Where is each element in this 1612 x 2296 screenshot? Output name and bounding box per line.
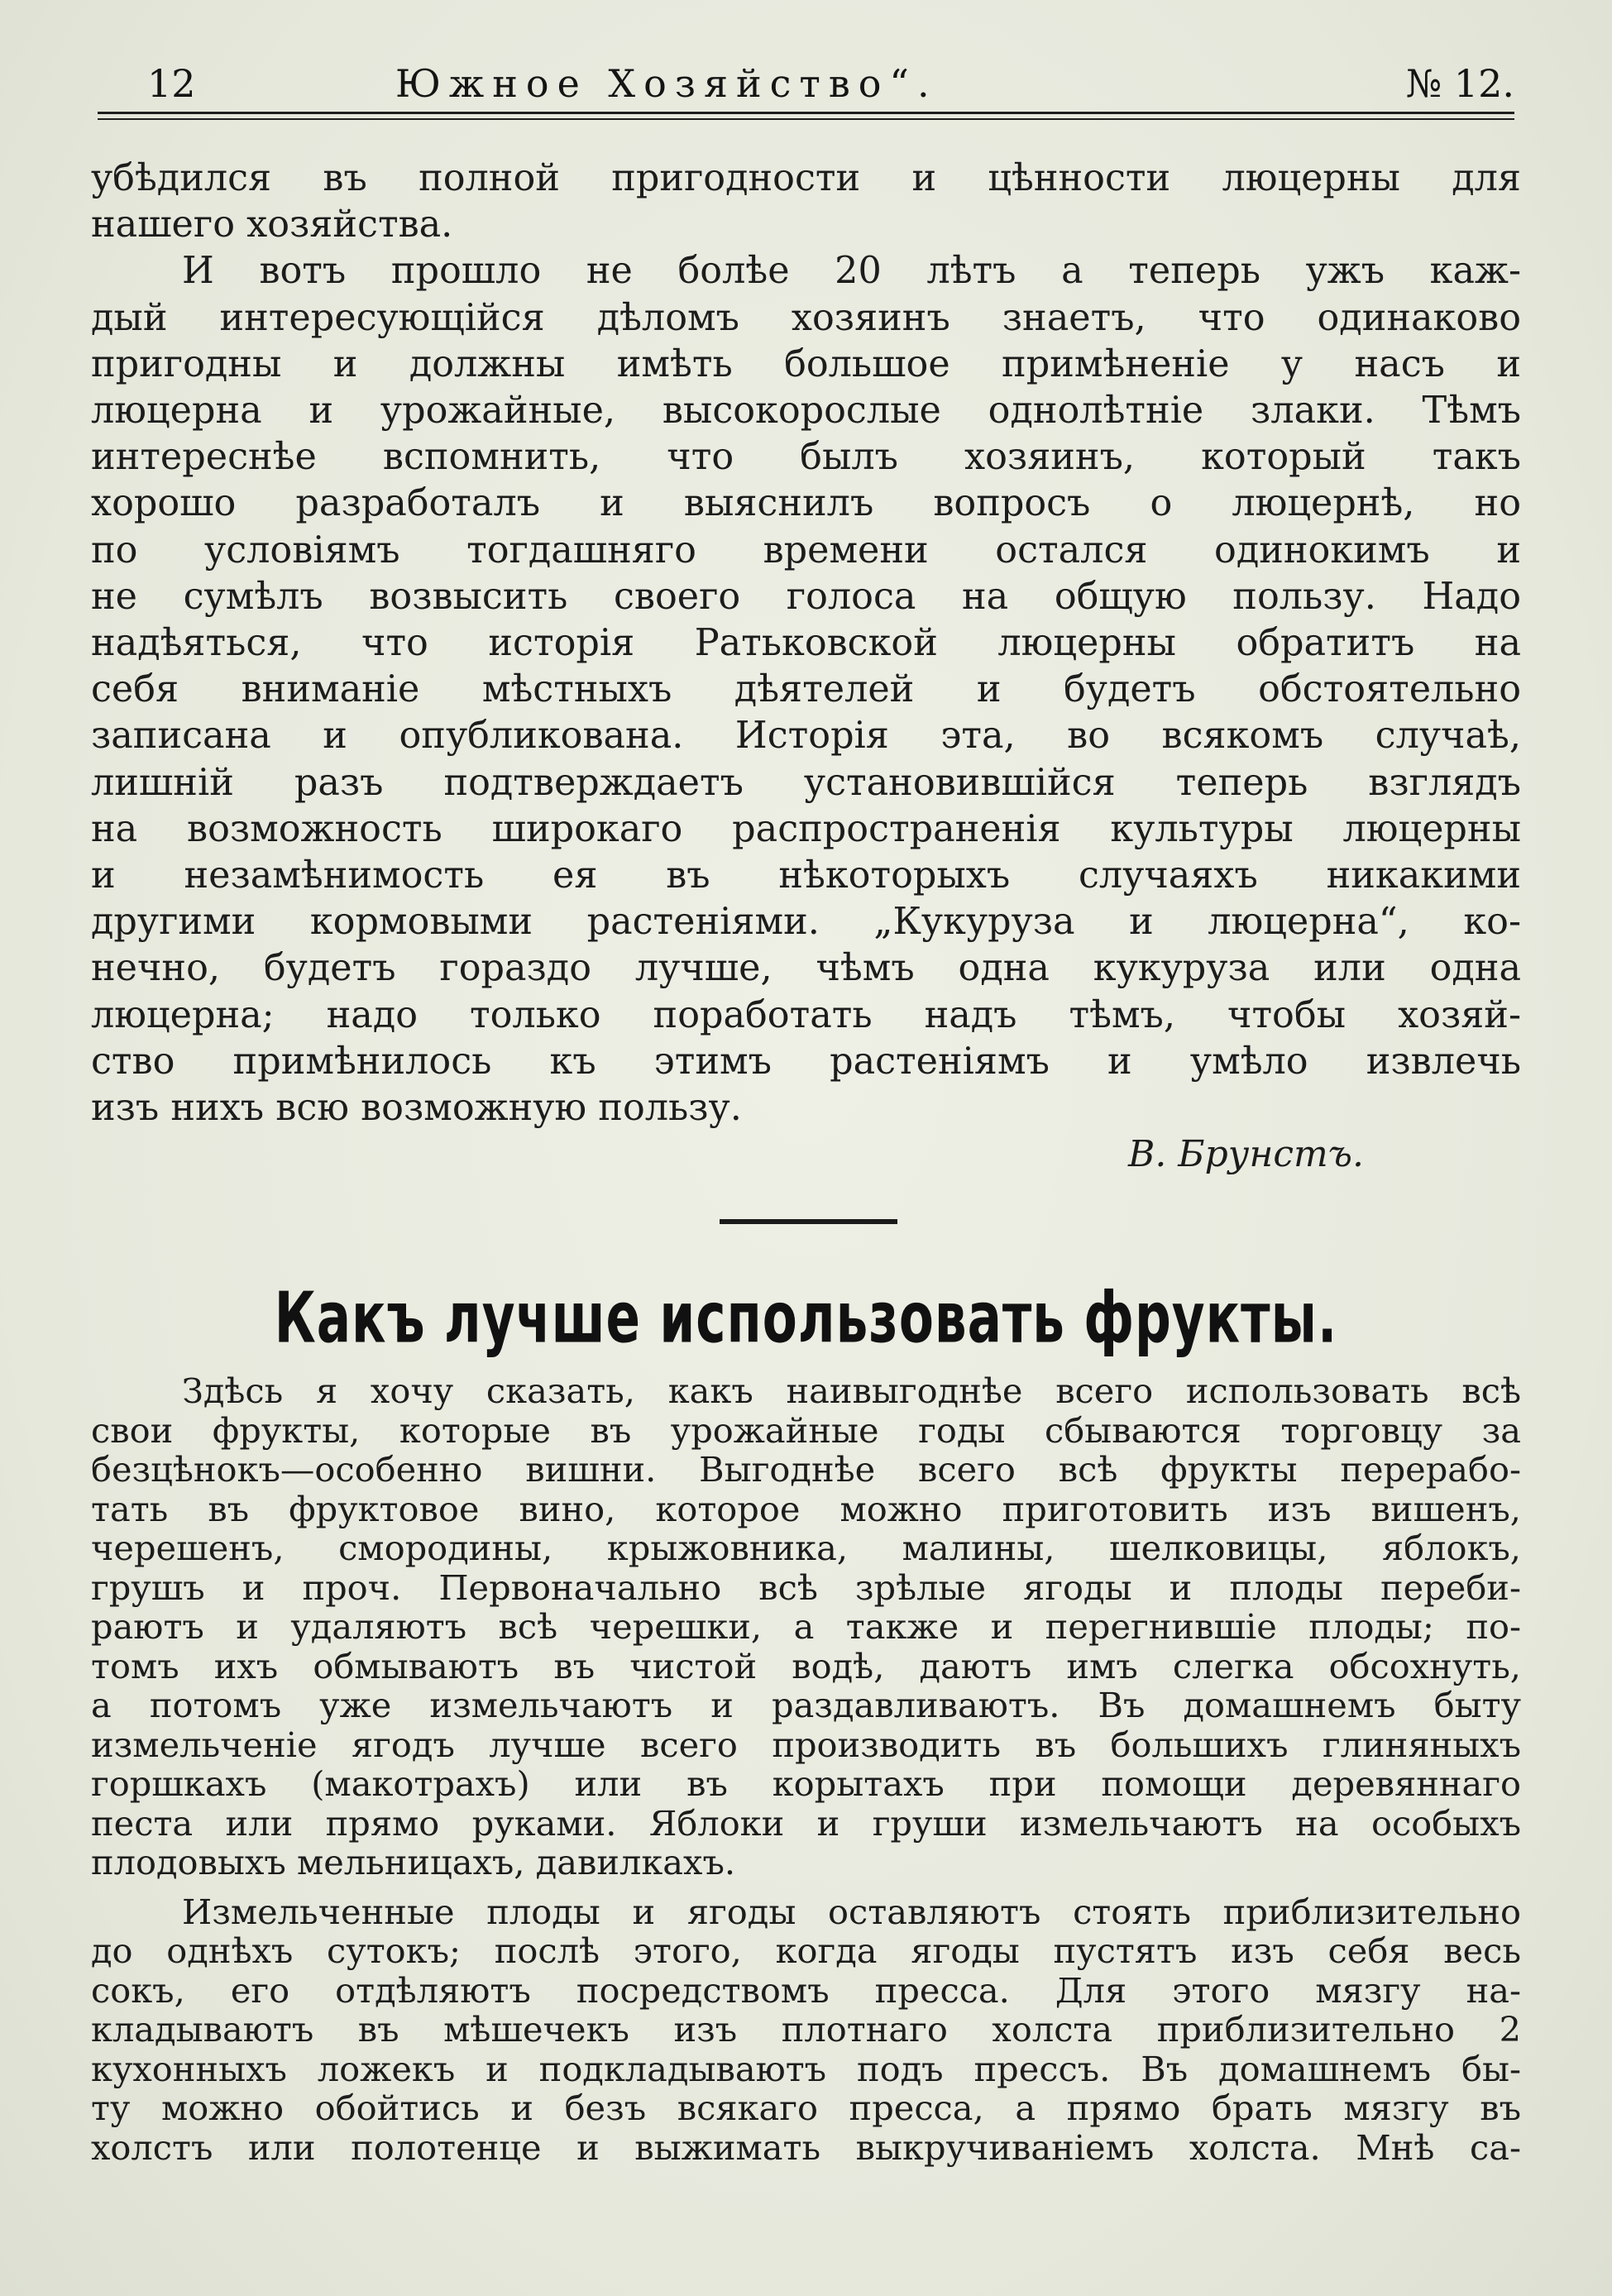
issue-number: № 12. (1405, 61, 1514, 106)
section-divider (720, 1219, 897, 1224)
text-line: кухонныхъ ложекъ и подкладываютъ подъ прессъ. Въ домашнемъ бы- (91, 2048, 1521, 2089)
text-line: грушъ и проч. Первоначально всѣ зрѣлые ягоды и плоды переби- (91, 1567, 1521, 1608)
text-line: измельченіе ягодъ лучше всего производить въ большихъ глиняныхъ (91, 1724, 1521, 1765)
text-line: записана и опубликована. Исторія эта, во всякомъ случаѣ, (91, 715, 1521, 758)
text-line: интереснѣе вспомнить, что былъ хозяинъ, который такъ (91, 436, 1521, 479)
text-line: холстъ или полотенце и выжимать выкручиваніемъ холста. Мнѣ са- (91, 2126, 1521, 2168)
author-signature: В. Брунстъ. (1128, 1133, 1364, 1175)
text-line: себя вниманіе мѣстныхъ дѣятелей и будетъ обстоятельно (91, 668, 1521, 711)
text-line: плодовыхъ мельницахъ, давилкахъ. (91, 1842, 736, 1882)
text-line: не сумѣлъ возвысить своего голоса на общую пользу. Надо (91, 575, 1521, 618)
journal-title: Южное Хозяйство“. (395, 61, 938, 106)
header-rule-bottom (98, 118, 1514, 120)
text-line: хорошо разработалъ и выяснилъ вопросъ о люцернѣ, но (91, 482, 1521, 525)
text-line: пригодны и должны имѣть большое примѣненіе у насъ и (91, 342, 1521, 385)
page-number: 12 (147, 61, 196, 106)
text-line: а потомъ уже измельчаютъ и раздавливаютъ. Въ домашнемъ быту (91, 1685, 1521, 1725)
text-line: нашего хозяйства. (91, 203, 453, 246)
text-line: безцѣнокъ—особенно вишни. Выгоднѣе всего всѣ фрукты перерабо- (91, 1449, 1521, 1490)
text-line: томъ ихъ обмываютъ въ чистой водѣ, даютъ имъ слегка обсохнуть, (91, 1645, 1521, 1686)
text-line: ту можно обойтись и безъ всякаго пресса, а прямо брать мязгу въ (91, 2088, 1521, 2128)
text-line: по условіямъ тогдашняго времени остался одинокимъ и (91, 529, 1521, 572)
text-line: и незамѣнимость ея въ нѣкоторыхъ случаяхъ никакими (91, 854, 1521, 897)
text-line: другими кормовыми растеніями. „Кукуруза и люцерна“, ко- (91, 901, 1521, 944)
text-line: сокъ, его отдѣляютъ посредствомъ пресса. Для этого мязгу на- (91, 1969, 1521, 2011)
text-line: раютъ и удаляютъ всѣ черешки, а также и перегнившіе плоды; по- (91, 1606, 1521, 1647)
text-line: до однѣхъ сутокъ; послѣ этого, когда ягоды пустятъ изъ себя весь (91, 1930, 1521, 1971)
article-1-body (91, 155, 1521, 1131)
text-line: надѣяться, что исторія Ратьковской люцерны обратитъ на (91, 622, 1521, 665)
text-line: люцерна; надо только поработать надъ тѣмъ, чтобы хозяй- (91, 993, 1521, 1036)
text-line: изъ нихъ всю возможную пользу. (91, 1087, 742, 1130)
text-line: кладываютъ въ мѣшечекъ изъ плотнаго холста приблизительно 2 (91, 2009, 1521, 2050)
text-line: песта или прямо руками. Яблоки и груши измельчаютъ на особыхъ (91, 1802, 1521, 1844)
text-line: черешенъ, смородины, крыжовника, малины, шелковицы, яблокъ, (91, 1528, 1521, 1568)
text-line: на возможность широкаго распространенія культуры люцерны (91, 807, 1521, 850)
text-line: люцерна и урожайные, высокорослые однолѣтніе злаки. Тѣмъ (91, 390, 1521, 433)
text-line: Измельченные плоды и ягоды оставляютъ стоять приблизительно (182, 1891, 1521, 1932)
text-line: нечно, будетъ гораздо лучше, чѣмъ одна кукуруза или одна (91, 947, 1521, 990)
text-line: лишній разъ подтверждаетъ установившійся теперь взглядъ (91, 761, 1521, 804)
article-2-body (91, 1371, 1521, 2167)
text-line: горшкахъ (макотрахъ) или въ корытахъ при помощи деревяннаго (91, 1763, 1521, 1804)
text-line: убѣдился въ полной пригодности и цѣнности люцерны для (91, 157, 1521, 199)
article-2-title: Какъ лучше использовать фрукты. (274, 1278, 1338, 1360)
text-line: Здѣсь я хочу сказать, какъ наивыгоднѣе всего использовать всѣ (182, 1370, 1521, 1411)
text-line: свои фрукты, которые въ урожайные годы сбываются торговцу за (91, 1409, 1521, 1451)
page-header (98, 56, 1514, 108)
header-rule-top (98, 112, 1514, 114)
text-line: ство примѣнилось къ этимъ растеніямъ и умѣло извлечь (91, 1040, 1521, 1083)
text-line: тать въ фруктовое вино, которое можно приготовить изъ вишенъ, (91, 1488, 1521, 1529)
text-line: И вотъ прошло не болѣе 20 лѣтъ а теперь ужъ каж- (182, 250, 1521, 293)
text-line: дый интересующійся дѣломъ хозяинъ знаетъ, что одинаково (91, 296, 1521, 339)
